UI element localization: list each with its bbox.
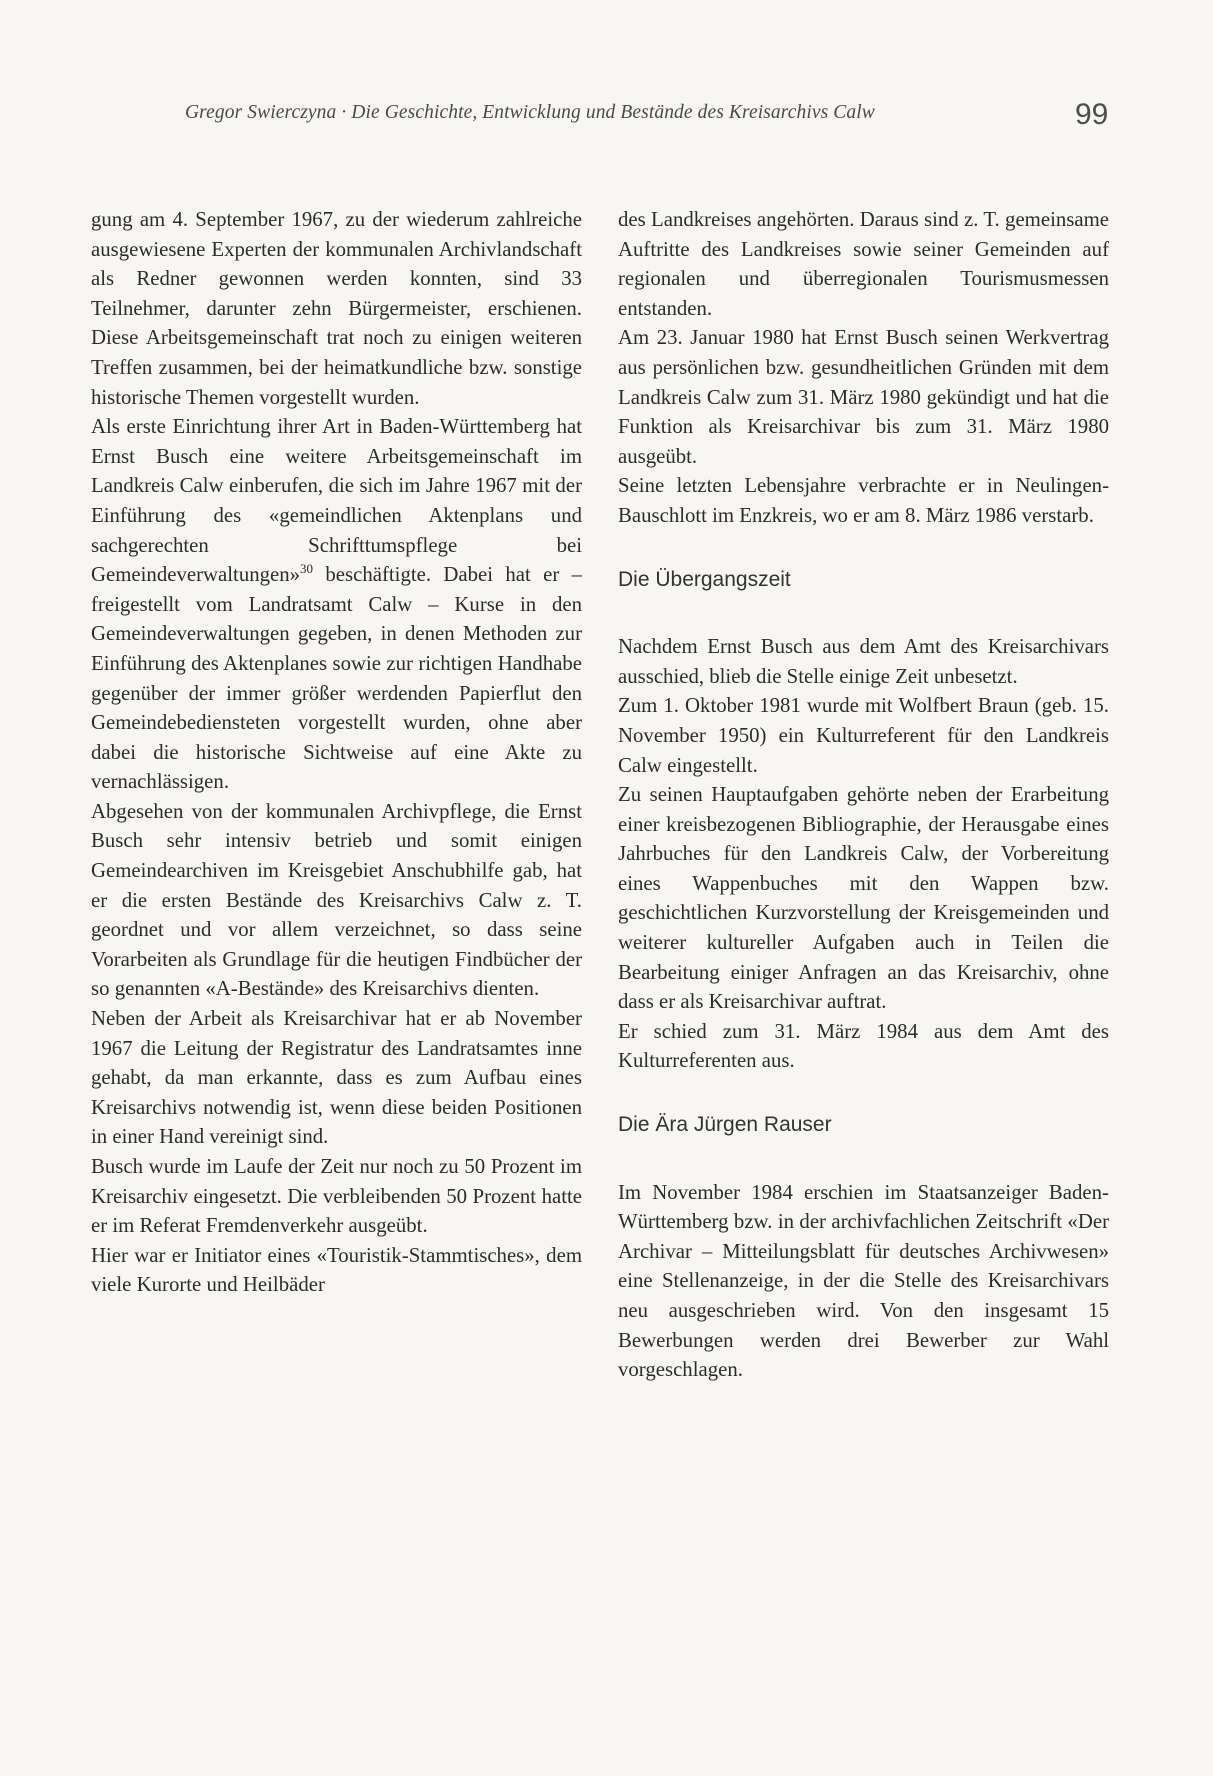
paragraph: Zu seinen Hauptaufgaben gehörte neben der Erarbeitung einer kreisbezogenen Bibliographie, der Herausgabe eines Jahrbuches für den Landkreis Calw, der Vorbereitung eines Wappenbuches mit den Wappen bzw. geschichtlichen Kurzvorstellung der Kreisgemeinden und weiterer kultureller Aufgaben auch in Teilen die Bearbeitung einiger Anfragen an das Kreisarchiv, ohne dass er als Kreisarchivar auftrat. [618,783,1109,1014]
paragraph: Seine letzten Lebensjahre verbrachte er in Neulingen-Bauschlott im Enzkreis, wo er am 8. März 1986 verstarb. [618,474,1109,527]
paragraph: Nachdem Ernst Busch aus dem Amt des Kreisarchivars ausschied, blieb die Stelle einige Zeit unbesetzt. [618,635,1109,688]
paragraph: Abgesehen von der kommunalen Archivpflege, die Ernst Busch sehr intensiv betrieb und somit einigen Gemeindearchiven im Kreisgebiet Anschubhilfe gab, hat er die ersten Bestände des Kreisarchivs Calw z. T. geordnet und vor allem verzeichnet, so dass seine Vorarbeiten als Grundlage für die heutigen Findbücher der so genannten «A-Bestände» des Kreisarchivs dienten. [91,799,582,1001]
running-head: Gregor Swierczyna · Die Geschichte, Entwicklung und Bestände des Kreisarchivs Calw [185,102,875,123]
page-number: 99 [1075,98,1109,131]
paragraph [91,412,582,797]
paragraph: Zum 1. Oktober 1981 wurde mit Wolfbert Braun (geb. 15. November 1950) ein Kulturreferent für den Landkreis Calw eingestellt. [618,694,1109,777]
paragraph: Er schied zum 31. März 1984 aus dem Amt des Kulturreferenten aus. [618,1019,1109,1073]
paragraph: Neben der Arbeit als Kreisarchivar hat er ab November 1967 die Leitung der Registratur des Landratsamtes inne gehabt, da man erkannte, dass es zum Aufbau eines Kreisarchivs notwendig ist, wenn diese beiden Positionen in einer Hand vereinigt sind. [91,1007,582,1149]
section-heading-transition: Die Übergangszeit [618,567,791,591]
paragraph: Hier war er Initiator eines «Touristik-Stammtisches», dem viele Kurorte und Heilbäder [91,1243,582,1297]
paragraph-text: Als erste Einrichtung ihrer Art in Baden-Württemberg hat Ernst Busch eine weitere Arbeitsgemeinschaft im Landkreis Calw einberufen, die sich im Jahre 1967 mit der Einführung des «gemeindlichen Aktenplans und sachgerechten Schrifttumspflege bei Gemeindeverwaltungen» [91,415,582,587]
right-column [618,205,1109,1385]
footnote-ref[interactable]: 30 [300,561,314,577]
left-column [91,205,582,1300]
paragraph-text: beschäftigte. Dabei hat er – freigestellt vom Landratsamt Calw – Kurse in den Gemeindeverwaltungen gegeben, in denen Methoden zur Einführung des Aktenplanes sowie zur richtigen Handhabe gegenüber der immer größer werdenden Papierflut den Gemeindebediensteten vorgestellt wurden, ohne aber dabei die historische Sichtweise auf eine Akte zu vernachlässigen. [91,563,582,794]
paragraph: Am 23. Januar 1980 hat Ernst Busch seinen Werkvertrag aus persönlichen bzw. gesundheitlichen Gründen mit dem Landkreis Calw zum 31. März 1980 gekündigt und hat die Funktion als Kreisarchivar bis zum 31. März 1980 ausgeübt. [618,326,1109,468]
paragraph: Im November 1984 erschien im Staatsanzeiger Baden-Württemberg bzw. in der archivfachlichen Zeitschrift «Der Archivar – Mitteilungsblatt für deutsches Archivwesen» eine Stellenanzeige, in der die Stelle des Kreisarchivars neu ausgeschrieben wird. Von den insgesamt 15 Bewerbungen werden drei Bewerber zur Wahl vorgeschlagen. [618,1180,1109,1382]
section-heading-era-rauser: Die Ära Jürgen Rauser [618,1113,832,1137]
paragraph: des Landkreises angehörten. Daraus sind z. T. gemeinsame Auftritte des Landkreises sowie seiner Gemeinden auf regionalen und überregionalen Tourismusmessen entstanden. [618,208,1109,320]
paragraph: gung am 4. September 1967, zu der wiederum zahlreiche ausgewiesene Experten der kommunalen Archivlandschaft als Redner gewonnen werden konnten, sind 33 Teilnehmer, darunter zehn Bürgermeister, erschienen. Diese Arbeitsgemeinschaft trat noch zu einigen weiteren Treffen zusammen, bei der heimatkundliche bzw. sonstige historische Themen vorgestellt wurden. [91,208,582,409]
paragraph: Busch wurde im Laufe der Zeit nur noch zu 50 Prozent im Kreisarchiv eingesetzt. Die verbleibenden 50 Prozent hatte er im Referat Fremdenverkehr ausgeübt. [91,1155,582,1238]
